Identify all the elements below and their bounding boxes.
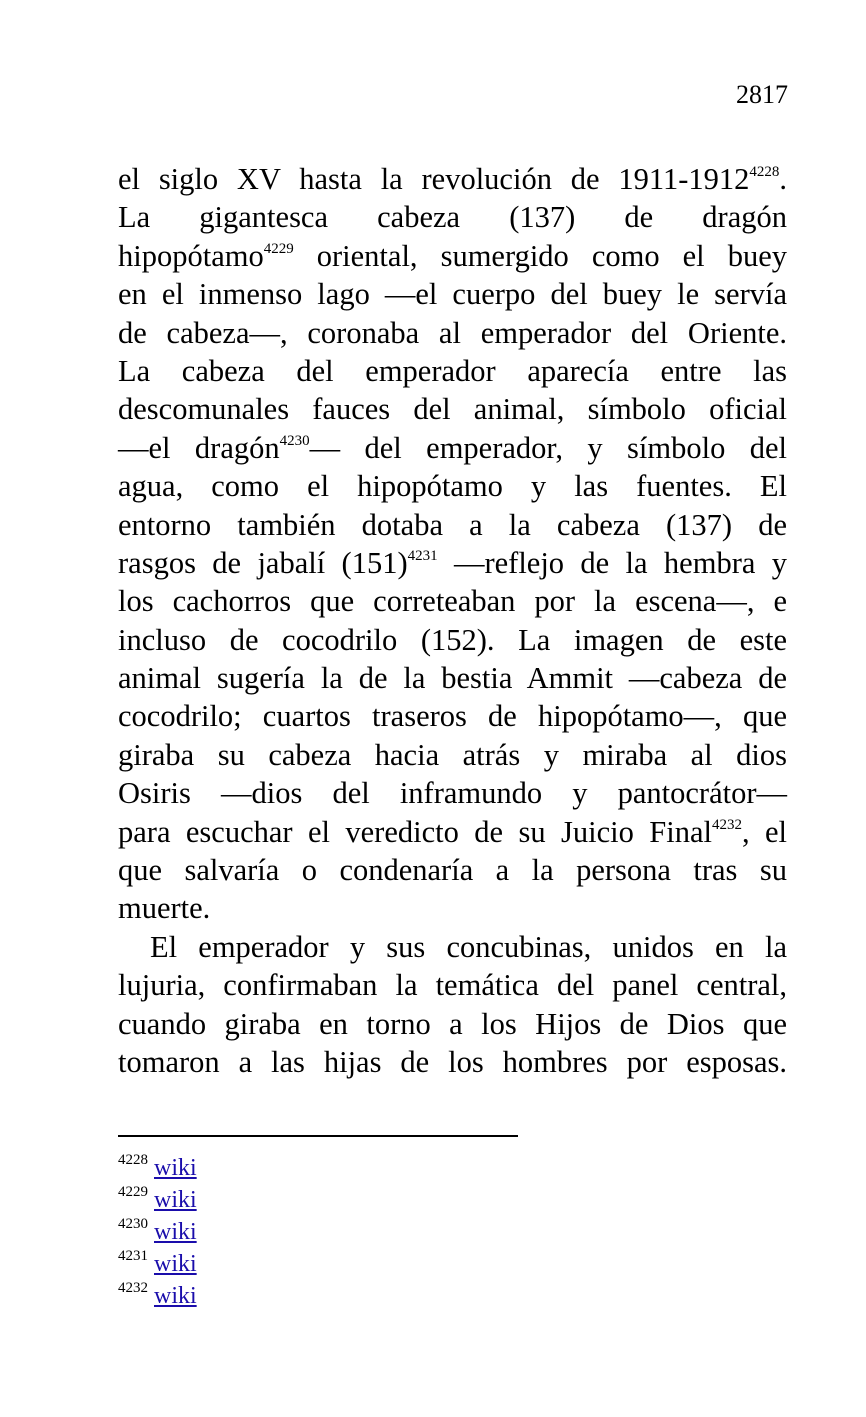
text-run: oriental, sumergido como el buey — [293, 238, 787, 273]
footnote-item — [118, 1248, 197, 1280]
text-line — [118, 928, 787, 966]
text-run: La gigantesca cabeza (137) de dragón — [118, 200, 787, 235]
footnote-separator — [118, 1135, 518, 1137]
text-run: . — [779, 162, 787, 196]
text-line — [118, 582, 787, 620]
text-line — [118, 467, 787, 505]
text-run: giraba su cabeza hacia atrás y miraba al dios — [118, 737, 787, 772]
footnote-ref: 4228 — [749, 164, 780, 180]
text-line — [118, 160, 787, 198]
body-text — [118, 160, 787, 1081]
text-line — [118, 237, 787, 275]
footnote-wiki-link[interactable]: wiki — [154, 1155, 197, 1181]
text-line — [118, 966, 787, 1004]
text-run: descomunales fauces del animal, símbolo oficial — [118, 392, 787, 427]
footnotes — [118, 1152, 197, 1312]
text-run: cuando giraba en torno a los Hijos de Dios que — [118, 1006, 787, 1041]
text-line — [118, 275, 787, 313]
text-run: incluso de cocodrilo (152). La imagen de este — [118, 622, 787, 657]
text-line — [118, 889, 787, 927]
text-line — [118, 813, 787, 851]
text-run: hipopótamo — [118, 238, 264, 273]
text-line — [118, 1043, 787, 1081]
text-run: que salvaría o condenaría a la persona tras su — [118, 853, 787, 888]
text-run: lujuria, confirmaban la temática del panel central, — [118, 968, 787, 1003]
footnote-wiki-link[interactable]: wiki — [154, 1251, 197, 1277]
text-run: cocodrilo; cuartos traseros de hipopótamo—, que — [118, 699, 787, 734]
text-run: —reflejo de la hembra y — [437, 545, 787, 580]
text-run: los cachorros que correteaban por la escena—, e — [118, 584, 787, 619]
footnote-ref: 4230 — [279, 432, 310, 449]
paragraph-2 — [118, 928, 787, 1082]
text-run: en el inmenso lago —el cuerpo del buey le servía — [118, 277, 787, 312]
text-line — [118, 198, 787, 236]
paragraph-1 — [118, 160, 787, 928]
text-run: para escuchar el veredicto de su Juicio Final — [118, 814, 712, 849]
text-run: , el — [741, 814, 787, 849]
text-line — [118, 314, 787, 352]
text-line — [118, 774, 787, 812]
text-run: tomaron a las hijas de los hombres por esposas. — [118, 1044, 787, 1079]
footnote-wiki-link[interactable]: wiki — [154, 1187, 197, 1213]
text-line — [118, 544, 787, 582]
text-run: de cabeza—, coronaba al emperador del Oriente. — [118, 315, 787, 350]
text-line — [118, 506, 787, 544]
text-line — [118, 736, 787, 774]
text-line — [118, 1005, 787, 1043]
footnote-ref: 4232 — [711, 816, 742, 833]
text-line — [118, 659, 787, 697]
text-line — [118, 697, 787, 735]
footnote-item — [118, 1152, 197, 1184]
footnote-ref: 4229 — [263, 240, 294, 257]
text-run: —el dragón — [118, 430, 280, 465]
footnote-number: 4229 — [118, 1184, 148, 1200]
footnote-wiki-link[interactable]: wiki — [154, 1219, 197, 1245]
text-run: muerte. — [118, 891, 211, 926]
footnote-ref: 4231 — [407, 547, 438, 564]
footnote-number: 4228 — [118, 1152, 148, 1168]
text-run: animal sugería la de la bestia Ammit —cabeza de — [118, 661, 787, 696]
footnote-number: 4230 — [118, 1216, 148, 1232]
footnote-number: 4232 — [118, 1280, 148, 1296]
footnote-item — [118, 1184, 197, 1216]
text-run: entorno también dotaba a la cabeza (137) de — [118, 507, 787, 542]
footnote-wiki-link[interactable]: wiki — [154, 1283, 197, 1309]
text-run: el siglo XV hasta la revolución de 1911-1912 — [118, 162, 750, 196]
text-run: — del emperador, y símbolo del — [309, 430, 787, 465]
text-line — [118, 851, 787, 889]
text-run: La cabeza del emperador aparecía entre las — [118, 353, 787, 388]
text-run: Osiris —dios del inframundo y pantocrátor— — [118, 776, 787, 811]
text-line — [118, 621, 787, 659]
footnote-item — [118, 1216, 197, 1248]
footnote-item — [118, 1280, 197, 1312]
text-run: rasgos de jabalí (151) — [118, 545, 408, 580]
page-number: 2817 — [736, 80, 788, 109]
text-run: agua, como el hipopótamo y las fuentes. El — [118, 469, 787, 504]
text-run: El emperador y sus concubinas, unidos en la — [150, 929, 787, 964]
text-line — [118, 429, 787, 467]
text-line — [118, 352, 787, 390]
footnote-number: 4231 — [118, 1248, 148, 1264]
text-line — [118, 390, 787, 428]
